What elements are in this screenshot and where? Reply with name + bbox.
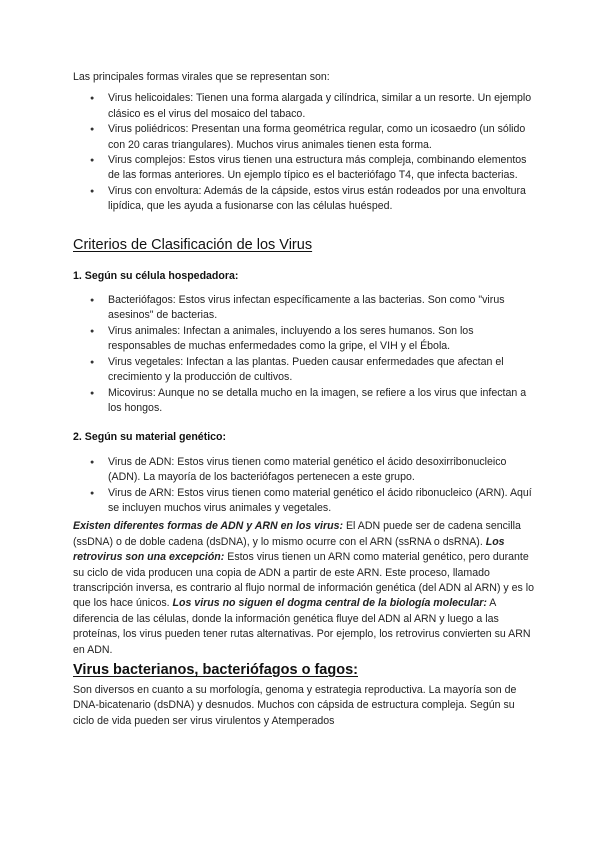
paragraph-text: El ADN puede ser de cadena sencilla (ssDNA) o de doble cadena (dsDNA), y lo mismo ocurre con el ARN (ssRNA o dsRNA). (73, 520, 521, 548)
list-item: ● Virus complejos: Estos virus tienen una estructura más compleja, combinando elementos de las formas anteriores. Un ejemplo típico es el bacteriófago T4, que infecta bacterias. (73, 153, 538, 184)
host-heading: 1. Según su célula hospedadora: (73, 269, 239, 282)
host-list (73, 293, 538, 416)
viral-forms-list (73, 91, 538, 214)
emphasis-text: Existen diferentes formas de ADN y ARN en los virus: (73, 520, 344, 533)
intro-text: Las principales formas virales que se representan son: (73, 71, 330, 83)
document-content (73, 70, 538, 729)
phage-paragraph: Son diversos en cuanto a su morfología, genoma y estrategia reproductiva. La mayoría son de DNA-bicatenario (dsDNA) y desnudos. Muchos con cápsida de estructura compleja. Según su ciclo de vida pueden ser virus virulentos y Atemperados (73, 684, 517, 727)
list-item: ● Virus con envoltura: Además de la cápside, estos virus están rodeados por una envoltura lipídica, que les ayuda a fusionarse con las células huésped. (73, 184, 538, 215)
list-item: ● Virus animales: Infectan a animales, incluyendo a los seres humanos. Son los responsables de muchas enfermedades como la gripe, el VIH y el Ébola. (73, 324, 538, 355)
genetic-list (73, 455, 538, 517)
list-item: ● Virus de ADN: Estos virus tienen como material genético el ácido desoxirribonucleico (ADN). La mayoría de los bacteriófagos pertenecen a este grupo. (73, 455, 538, 486)
phage-heading: Virus bacterianos, bacteriófagos o fagos: (73, 662, 358, 678)
list-item: ● Virus vegetales: Infectan a las plantas. Pueden causar enfermedades que afectan el crecimiento y la producción de cultivos. (73, 355, 538, 386)
paragraph-text: Estos virus tienen un ARN como material genético, pero durante su ciclo de vida producen una copia de ADN a partir de este ARN. Este proceso, llamado transcripción inversa, es contrario al flujo normal de información genética (del ADN al ARN) y es lo que los hace únicos. (73, 551, 535, 610)
list-item: ● Virus helicoidales: Tienen una forma alargada y cilíndrica, similar a un resorte. Un ejemplo clásico es el virus del mosaico del tabaco. (73, 91, 538, 122)
list-item: ● Virus poliédricos: Presentan una forma geométrica regular, como un icosaedro (un sólido con 20 caras triangulares). Muchos virus animales tienen esta forma. (73, 122, 538, 153)
genetic-heading: 2. Según su material genético: (73, 431, 227, 444)
genetic-paragraph (73, 519, 538, 658)
paragraph-text: A diferencia de las células, donde la información genética fluye del ADN al ARN y luego a las proteínas, los virus pueden tener rutas alternativas. Por ejemplo, los retrovirus convierten su ARN en ADN. (73, 597, 531, 656)
emphasis-text: Los retrovirus son una excepción: (73, 535, 505, 564)
list-item: ● Virus de ARN: Estos virus tienen como material genético el ácido ribonucleico (ARN). Aquí se incluyen muchos virus animales y vegetales. (73, 486, 538, 517)
list-item: ● Micovirus: Aunque no se detalla mucho en la imagen, se refiere a los virus que infectan a los hongos. (73, 386, 538, 417)
criteria-heading: Criterios de Clasificación de los Virus (73, 236, 313, 253)
emphasis-text: Los virus no siguen el dogma central de la biología molecular: (172, 597, 487, 610)
list-item: ● Bacteriófagos: Estos virus infectan específicamente a las bacterias. Son como "virus asesinos" de bacterias. (73, 293, 538, 324)
